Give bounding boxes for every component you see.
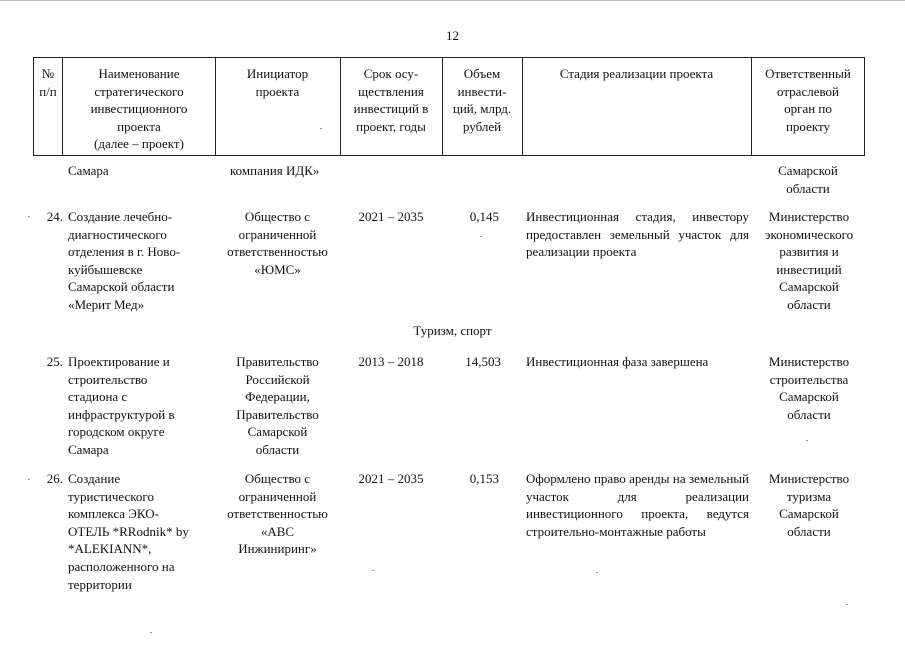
scan-speck bbox=[320, 128, 322, 129]
row-volume: 0,145 bbox=[469, 209, 499, 224]
header-responsible-body: Ответственный отраслевой орган по проекту bbox=[765, 66, 851, 134]
row-project-name: Создание лечебно- диагностического отделения в г. Ново- куйбышевске Самарской области «Мерит Мед» bbox=[68, 209, 181, 312]
row-stage: Оформлено право аренды на земельный участок для реализации инвестиционного проекта, ведутся строительно-монтажные работы bbox=[526, 471, 749, 539]
scan-speck bbox=[28, 479, 30, 480]
row-project-name: Создание туристического комплекса ЭКО- ОТЕЛЬ *RRodnik* by *ALEKIANN*, расположенного на территории bbox=[68, 471, 189, 592]
row-initiator: Правительство Российской Федерации, Правительство Самарской области bbox=[236, 354, 319, 457]
header-initiator: Инициатор проекта bbox=[246, 66, 309, 99]
scan-speck bbox=[806, 440, 808, 441]
continuation-initiator: компания ИДК» bbox=[230, 163, 320, 178]
page-number: 12 bbox=[446, 28, 459, 43]
row-stage: Инвестиционная фаза завершена bbox=[526, 354, 709, 369]
header-project-name: Наименование стратегического инвестиционного проекта (далее – проект) bbox=[90, 66, 188, 152]
header-num: № п/п bbox=[39, 66, 57, 99]
column-divider bbox=[864, 57, 865, 156]
scan-speck bbox=[28, 216, 30, 217]
row-responsible-body: Министерство строительства Самарской области bbox=[768, 354, 850, 422]
scan-speck bbox=[846, 604, 848, 605]
row-responsible-body: Министерство туризма Самарской области bbox=[768, 471, 850, 539]
table-top-border bbox=[33, 57, 865, 58]
row-number: 24. bbox=[46, 209, 63, 224]
row-term: 2013 – 2018 bbox=[358, 354, 424, 369]
row-term: 2021 – 2035 bbox=[358, 209, 424, 224]
header-term: Срок осу- ществления инвестиций в проект, годы bbox=[353, 66, 429, 134]
section-title: Туризм, спорт bbox=[413, 323, 492, 338]
scan-speck bbox=[372, 570, 374, 571]
continuation-body: Самарской области bbox=[778, 163, 838, 196]
header-bottom-border bbox=[33, 155, 865, 156]
row-initiator: Общество с ограниченной ответственностью «ЮМС» bbox=[227, 209, 328, 277]
scan-speck bbox=[150, 632, 152, 633]
header-volume: Объем инвести- ций, млрд. рублей bbox=[452, 66, 512, 134]
scan-speck bbox=[596, 572, 598, 573]
row-number: 25. bbox=[46, 354, 63, 369]
scan-speck bbox=[480, 236, 482, 237]
row-stage: Инвестиционная стадия, инвестору предоставлен земельный участок для реализации проекта bbox=[526, 209, 749, 260]
row-responsible-body: Министерство экономического развития и инвестиций Самарской области bbox=[764, 209, 854, 312]
row-volume: 0,153 bbox=[469, 471, 499, 486]
continuation-name: Самара bbox=[68, 163, 109, 178]
header-stage: Стадия реализации проекта bbox=[559, 66, 714, 81]
row-term: 2021 – 2035 bbox=[358, 471, 424, 486]
top-rule bbox=[0, 0, 905, 1]
row-volume: 14,503 bbox=[465, 354, 501, 369]
row-initiator: Общество с ограниченной ответственностью «АВС Инжиниринг» bbox=[227, 471, 328, 557]
row-project-name: Проектирование и строительство стадиона с инфраструктурой в городском округе Самара bbox=[68, 354, 175, 457]
row-number: 26. bbox=[46, 471, 63, 486]
